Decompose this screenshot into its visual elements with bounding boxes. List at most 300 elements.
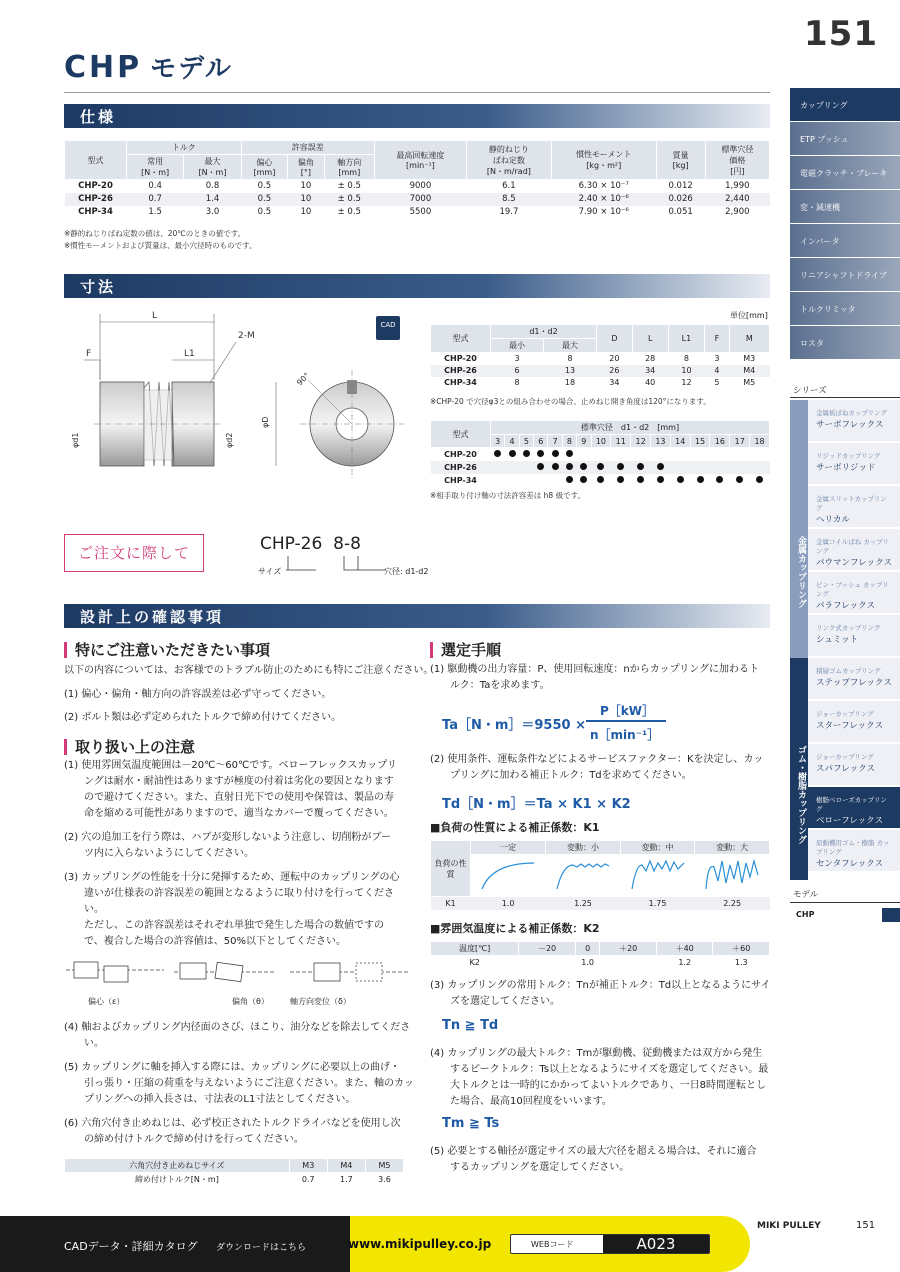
series-item[interactable] [808,701,900,743]
spec-h-price: 標準穴径 価格 [円] [705,141,769,180]
dim-unit: 単位[mm] [730,311,768,320]
series-type: 積層ゴムカップリング [816,667,881,675]
hole-cell [631,461,651,474]
dim-cell: M4 [729,365,769,377]
selection-4: (4) カップリングの最大トルク：Tmが駆動機、従動機または双方から発生 するピークトルク：Ts以上となるようにサイズを選定してください。最 大トルクとは一時的にかかってよいトルクであり、一日8時間運転とし た場合、最高10回程度をいいます。 [430,1048,769,1107]
hole-dot [566,463,573,470]
series-name: スターフレックス [816,721,884,731]
spec-cell: 0.5 [257,181,272,192]
spec-cell: 2,900 [725,207,750,217]
spec-cell: 19.7 [499,207,519,217]
spec-h-torque: トルク [127,141,242,155]
selection-5: (5) 必要とする軸径が選定サイズの最大穴径を超える場合は、それに適合 するカップリングを選定してください。 [430,1146,757,1173]
hole-dot [736,476,743,483]
dim-cell: 8 [567,354,573,364]
hole-model: CHP-34 [444,475,477,485]
sidebar-item[interactable]: リニアシャフトドライブ [790,258,900,292]
dim-F: F [86,349,92,359]
formula-den: n［min⁻¹］ [590,728,660,742]
spec-cell: 0.7 [127,193,184,206]
sidebar-item[interactable]: 電磁クラッチ・ブレーキ [790,156,900,190]
brand-logo: MIKI PULLEY [757,1221,821,1231]
section-design: 設計上の確認事項 [64,604,770,628]
hole-dot [716,476,723,483]
series-name: サーボフレックス [816,420,884,430]
hole-cell [591,461,611,474]
spec-note-1: ※静的ねじりばね定数の値は、20℃のときの値です。 [64,229,246,238]
hole-dot [597,476,604,483]
hole-size: 11 [611,435,631,448]
section-spec: 仕様 [64,104,770,128]
spec-h-mass: 質量 [kg] [656,141,705,180]
series-type: 樹脂ベローズカップリング [816,796,887,813]
page-number: 151 [804,14,878,54]
series-type: 金属スリットカップリング [816,495,887,512]
spec-cell: ± 0.5 [337,181,361,192]
dim-cell: 3 [714,354,720,364]
dim-cell: 3 [514,354,520,364]
dim-h-d: d1・d2 [491,325,597,339]
hole-dot [537,463,544,470]
series-type: ジョーカップリング [816,753,874,761]
hole-cell [577,448,591,461]
dim-h-M: M [729,325,769,353]
cad-icon[interactable] [376,316,400,340]
spec-table [64,140,770,219]
selection-3: (3) カップリングの常用トルク：Tnが補正トルク：Td以上となるようにサイ ズを選定してください。 [430,980,771,1007]
hole-cell [631,474,651,487]
spec-h-speed: 最高回転速度 [min⁻¹] [374,141,466,180]
hole-table [430,420,770,487]
model-item-marker [882,908,900,922]
hole-size: 8 [562,435,576,448]
caution-2: (2) ボルト類は必ず定められたトルクで締め付けてください。 [64,712,342,723]
hole-dot [617,476,624,483]
footer-download: ダウンロードはこちら [216,1243,307,1253]
order-code [260,534,361,554]
title-sub: モデル [150,54,233,84]
hole-cell [750,448,770,461]
series-name: スパフレックス [816,764,875,774]
hole-dot [637,476,644,483]
dim-cell: 20 [609,354,620,364]
spec-cell: 6.30 × 10⁻⁷ [578,181,629,192]
hole-cell [690,448,710,461]
series-type: ピン・ブッシュ カップリング [816,581,889,598]
spec-cell: 10 [300,181,312,192]
order-box: ご注文に際して [64,534,204,572]
hole-dot [537,450,544,457]
spec-cell: 0.026 [656,193,705,206]
hole-dot [597,463,604,470]
spec-cell: 8.5 [466,193,551,206]
spec-row [65,193,770,206]
footer-cad-text: CADデータ・詳細カタログ [64,1240,198,1253]
dim-cell: 18 [564,378,576,387]
hole-size: 12 [631,435,651,448]
dim-note: ※CHP-20 で穴径φ3との組み合わせの場合、止めねじ開き角度は120°になります。 [430,397,711,406]
hole-model: CHP-20 [444,449,477,459]
hole-cell [534,461,548,474]
sidebar-item[interactable]: インバータ [790,224,900,258]
handling-4: (4) 軸およびカップリング内径面のさび、ほこり、油分などを除去してくださ い。 [64,1022,411,1049]
dim-h-D: D [597,325,633,353]
dim-L: L [152,311,158,321]
spec-h-offset: 偏心 [mm] [241,155,288,180]
hole-size: 6 [534,435,548,448]
series-type: 金属板ばねカップリング [816,409,888,417]
spec-h-angle: 偏角 [°] [288,155,324,180]
mis-label-angle: 偏角（θ） [232,997,269,1006]
spec-cell: 6.1 [502,181,516,192]
k1-wave-constant [478,857,538,893]
formula-ta: Ta［N・m］＝9550 × [442,718,586,733]
k1-table: 負荷の性質 一定 変動：小 変動：中 変動：大 K1 1.0 1.25 1.75 2.25 [430,840,770,910]
spec-h-normal: 常用 [N・m] [127,155,184,180]
sidebar-item[interactable]: 変・減速機 [790,190,900,224]
spec-h-stiff: 静的ねじり ばね定数 [N・m/rad] [466,141,551,180]
dim-cell: M5 [743,378,756,387]
hole-cell [690,474,710,487]
title-main: CHP [64,50,143,85]
dim-cell: 40 [645,378,656,387]
hole-size: 17 [730,435,750,448]
footer-url-link[interactable]: www.mikipulley.co.jp [348,1237,492,1251]
spec-cell: 5500 [409,207,432,217]
series-name: ステップフレックス [816,678,892,688]
hole-cell [491,461,505,474]
series-type: リジッドカップリング [816,452,881,460]
sidebar-categories [790,88,900,360]
series-name: センタフレックス [816,859,884,869]
model-label: モデル [793,890,819,900]
model-item-chp[interactable] [790,906,900,926]
dim-h-F: F [705,325,729,353]
dim-M: 2-M [238,331,255,341]
spec-cell: 7.90 × 10⁻⁶ [578,207,629,217]
k1-wave-small [553,857,613,893]
hole-cell [670,474,690,487]
handling-3: (3) カップリングの性能を十分に発揮するため、運転中のカップリングの心 違いが仕様表の許容誤差の範囲となるように取り付けを行ってくださ い。 ただし、この許容誤差はそれぞれ単独で発生した場合の数値ですの で、複合した場合の許容値は、50%以下としてください。 [64,872,400,947]
hole-size: 15 [690,435,710,448]
hole-h-model: 型式 [431,421,491,448]
hole-cell [611,448,631,461]
handling-5: (5) カップリングに軸を挿入する際には、カップリングに必要以上の曲げ・ 引っ張り・圧縮の荷重を与えないようにご注意ください。また、軸のカッ プリングへの挿入長さは、寸法表のL1寸法としてください。 [64,1062,414,1105]
spec-cell: 10 [288,193,324,206]
hole-dot [580,476,587,483]
hole-cell [548,461,562,474]
page-title [64,48,233,85]
spec-cell: 2,440 [705,193,769,206]
hole-size: 4 [505,435,519,448]
hole-cell [534,448,548,461]
k2-table: 温度[℃] －20 0 ＋20 ＋40 ＋60 K2 1.0 1.2 1.3 [430,941,770,969]
caution-1: (1) 偏心・偏角・軸方向の許容誤差は必ず守ってください。 [64,689,332,700]
series-item[interactable] [808,787,900,829]
dim-cell: 34 [609,378,620,387]
series-item[interactable] [808,443,900,485]
web-code-box[interactable] [510,1234,710,1254]
selection-1: (1) 駆動機の出力容量：P、使用回転速度：nからカップリングに加わるト ルク：Taを求めます。 [430,664,760,691]
hole-cell [750,461,770,474]
hole-size: 18 [750,435,770,448]
dim-cell: 10 [668,365,705,377]
hole-cell [670,461,690,474]
k2-key: K2 [469,957,480,967]
spec-cell: 3.0 [205,207,220,217]
hole-size: 7 [548,435,562,448]
hole-cell [562,461,576,474]
k1-title: ■負荷の性質による補正係数：K1 [430,821,600,834]
hole-size: 3 [491,435,505,448]
heading-handling: 取り扱い上の注意 [64,739,195,755]
hole-dot [657,463,664,470]
spec-h-inertia: 慣性モーメント [kg・m²] [551,141,656,180]
dim-cell: CHP-26 [431,365,491,377]
series-type: 原動機用ゴム・樹脂 カップリング [816,839,890,856]
spec-h-error: 許容誤差 [241,141,374,155]
formula-num: P［kW］ [600,704,655,718]
hole-size: 10 [591,435,611,448]
hole-cell [534,474,548,487]
hole-cell [491,448,505,461]
sidebar-item[interactable]: カップリング [790,88,900,122]
hole-cell [505,461,519,474]
hole-dot [580,463,587,470]
spec-h-model: 型式 [65,141,127,180]
hole-cell [651,448,671,461]
hole-size: 5 [519,435,533,448]
formula-tm: Tm ≧ Ts [442,1116,500,1131]
dim-cell: 6 [491,365,544,377]
hole-cell [548,448,562,461]
order-code-bore: 8-8 [333,534,361,554]
hole-model: CHP-26 [431,461,491,474]
series-item[interactable] [808,830,900,872]
hole-dot [677,476,684,483]
dim-cell: 8 [514,378,520,387]
hole-cell [730,474,750,487]
rubber-coupling-label: ゴム・樹脂カップリング [790,658,808,880]
series-name: シュミット [816,635,859,645]
dim-cell: 4 [705,365,729,377]
spec-cell: 2.40 × 10⁻⁶ [551,193,656,206]
dim-h-L: L [632,325,668,353]
dimension-drawing [64,300,424,500]
spec-cell: 7000 [374,193,466,206]
spec-h-max: 最大 [N・m] [184,155,241,180]
series-item[interactable] [808,658,900,700]
hole-cell [577,461,591,474]
dim-row [431,377,770,389]
hole-cell [519,461,533,474]
dim-h-L1: L1 [668,325,705,353]
handling-6: (6) 六角穴付き止めねじは、必ず校正されたトルクドライバなどを使用し次 の締め付けトルクで締め付けを行ってください。 [64,1118,401,1145]
mis-label-axial: 軸方向変位（δ） [290,997,351,1006]
dim-cell: M3 [743,354,756,364]
hole-cell [491,474,505,487]
formula-td: Td［N・m］＝Ta × K1 × K2 [442,797,631,812]
hole-cell [710,474,730,487]
series-name: ベローフレックス [816,816,884,826]
series-type: ジョーカップリング [816,710,874,718]
dim-row [431,353,770,365]
dim-d1: φd1 [71,432,80,448]
spec-row [65,180,770,193]
series-label: シリーズ [793,386,827,396]
order-size-label: サイズ [258,567,282,576]
formula-bar [586,720,666,722]
dim-L1: L1 [184,349,195,359]
spec-cell: 0.051 [668,207,693,217]
series-name: パウマンフレックス [816,558,892,568]
dim-cell: CHP-20 [444,354,477,364]
hole-dot [756,476,763,483]
dim-table [430,324,770,389]
spec-notes [64,228,257,252]
dim-cell: 5 [714,378,720,387]
caution-intro: 以下の内容については、お客様でのトラブル防止のためにも特にご注意ください。 [64,665,434,676]
dim-D: φD [261,416,270,428]
hole-cell [611,461,631,474]
hole-row [431,461,770,474]
spec-cell: 0.5 [257,207,272,217]
hole-cell [651,461,671,474]
hole-row [431,448,770,461]
series-item[interactable] [808,486,900,528]
spec-cell: ± 0.5 [337,207,361,217]
hole-cell [505,474,519,487]
mis-label-offset: 偏心（ε） [88,997,125,1006]
spec-cell: CHP-34 [78,207,113,217]
k2-title: ■雰囲気温度による補正係数：K2 [430,922,600,935]
hole-row [431,474,770,487]
hole-cell [750,474,770,487]
series-item[interactable] [808,529,900,571]
k1-key: K1 [445,898,456,908]
spec-cell: CHP-26 [65,193,127,206]
dim-angle: 90° [295,371,312,388]
series-type: リンク式カップリング [816,624,881,632]
hole-cell [710,461,730,474]
title-rule [64,92,770,93]
heading-caution: 特にご注意いただきたい事項 [64,642,270,658]
spec-cell: 0.4 [148,181,162,192]
screw-row-label: 締め付けトルク[N・m] [134,1175,219,1184]
order-code-model: CHP-26 [260,534,323,554]
web-code-value: A023 [603,1235,709,1253]
hole-cell [710,448,730,461]
screw-h: 六角穴付き止めねじサイズ [65,1159,290,1173]
k1-row-label: 負荷の性質 [431,841,471,897]
model-rule [790,902,900,903]
hole-cell [690,461,710,474]
series-rule [790,397,900,398]
sidebar-item[interactable]: ETP ブッシュ [790,122,900,156]
spec-cell: ± 0.5 [324,193,374,206]
series-item[interactable] [808,400,900,442]
hole-cell [730,448,750,461]
cad-label: CAD [380,321,396,329]
hole-dot [637,463,644,470]
hole-cell [631,448,651,461]
hole-cell [577,474,591,487]
web-code-label: WEBコード [531,1240,574,1249]
spec-cell: 1.4 [184,193,241,206]
hole-cell [519,448,533,461]
hole-cell [730,461,750,474]
series-type: 金属コイルばね カップリング [816,538,890,555]
handling-2: (2) 穴の追加工を行う際は、ハブが変形しないよう注意し、切削粉がブー ツ内に入らないようにしてください。 [64,832,392,859]
k2-h: 温度[℃] [431,942,519,956]
model-item-label: CHP [796,910,815,919]
series-item[interactable] [808,744,900,786]
dim-h-model: 型式 [431,325,491,353]
k1-wave-medium [628,857,688,893]
spec-note-2: ※慣性モーメントおよび質量は、最小穴径時のものです。 [64,241,257,250]
order-leaders [286,556,386,576]
sidebar-item[interactable]: ロスタ [790,326,900,360]
hole-cell [591,448,611,461]
heading-selection: 選定手順 [430,642,501,658]
k1-wave-large [702,857,762,893]
hole-cell [591,474,611,487]
hole-dot [617,463,624,470]
hole-dot [523,450,530,457]
hole-size: 13 [651,435,671,448]
hole-cell [670,448,690,461]
hole-dot [566,450,573,457]
misalignment-diagram [64,958,410,994]
hole-dot [552,450,559,457]
hole-size: 16 [710,435,730,448]
hole-dot [552,463,559,470]
dim-h-max: 最大 [544,339,597,353]
hole-cell [611,474,631,487]
dim-cell: 34 [632,365,668,377]
spec-cell: 10 [300,207,312,217]
hole-size: 9 [577,435,591,448]
hole-cell [562,448,576,461]
series-item[interactable] [808,572,900,614]
section-dimensions: 寸法 [64,274,770,298]
spec-cell: 0.5 [241,193,288,206]
hole-cell [519,474,533,487]
screw-table: 六角穴付き止めねじサイズ M3 M4 M5 締め付けトルク[N・m] 0.7 1.7 3.6 [64,1158,404,1186]
hole-dot [494,450,501,457]
dim-cell: 8 [683,354,689,364]
dim-cell: 26 [597,365,633,377]
hole-size: 14 [670,435,690,448]
handling-1: (1) 使用雰囲気温度範囲は－20℃～60℃です。ベローフレックスカップリ ングは耐水・耐油性はありますが極度の付着は劣化の要因となります ので避けてください。また、直射日光下での使用や保管は、製品の寿 命を縮める可能性がありますので、適当なカバーで覆ってください。 [64,760,397,819]
order-bore-label: 穴径: d1-d2 [384,567,429,576]
hole-dot [657,476,664,483]
spec-cell: 9000 [409,181,432,192]
series-name: サーボリジッド [816,463,876,473]
dim-cell: 12 [681,378,692,387]
formula-tn: Tn ≧ Td [442,1018,499,1033]
series-name: パラフレックス [816,601,875,611]
series-item[interactable] [808,615,900,657]
sidebar-item[interactable]: トルクリミッタ [790,292,900,326]
dim-h-min: 最小 [491,339,544,353]
hole-cell [548,474,562,487]
selection-2: (2) 使用条件、運転条件などによるサービスファクター：Kを決定し、カッ プリングに加わる補正トルク：Tdを求めてください。 [430,754,764,781]
spec-cell: 1,990 [725,181,750,192]
spec-h-axial: 軸方向 [mm] [324,155,374,180]
spec-cell: 1.5 [148,207,162,217]
hole-cell [562,474,576,487]
